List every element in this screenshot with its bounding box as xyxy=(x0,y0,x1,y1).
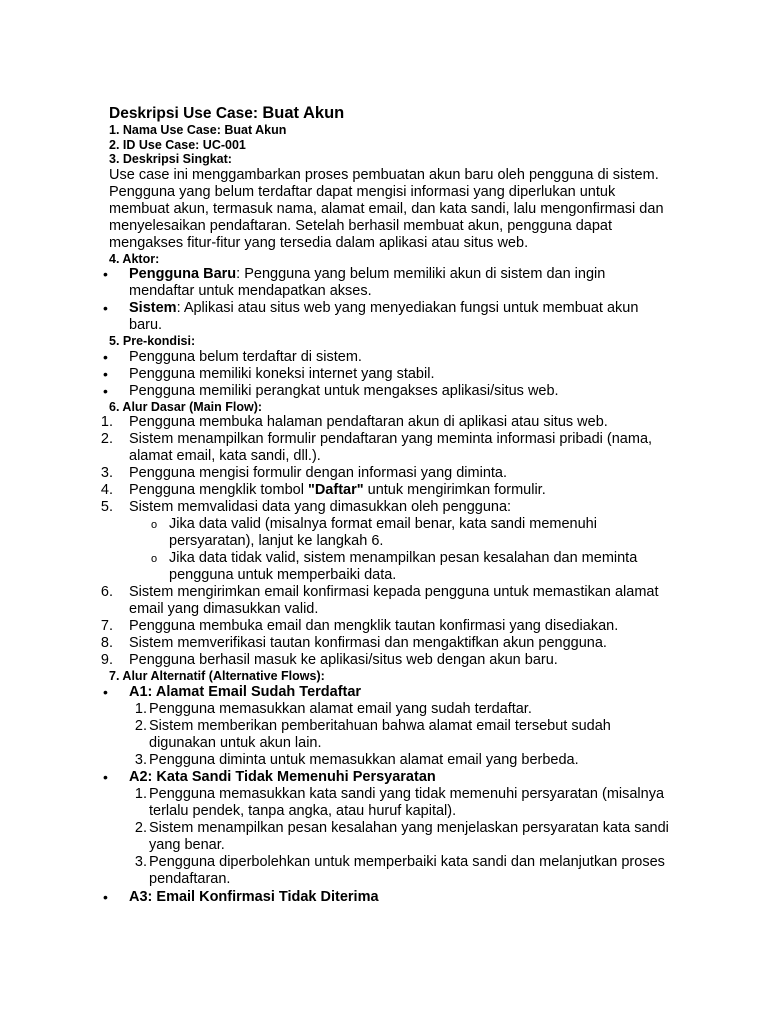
aktor-name: Pengguna Baru xyxy=(129,266,237,282)
list-item xyxy=(129,786,669,820)
circle-marker: o xyxy=(151,519,158,531)
step-text: Sistem memvalidasi data yang dimasukkan oleh pengguna: xyxy=(129,499,512,515)
bullet-marker: • xyxy=(103,365,108,382)
number-marker: 2. xyxy=(100,431,113,447)
list-item xyxy=(101,383,669,400)
step-text: Sistem memberikan pemberitahuan bahwa alamat email tersebut sudah digunakan untuk akun lain. xyxy=(149,717,611,751)
alt-flow-title: A1: Alamat Email Sudah Terdaftar xyxy=(129,683,362,700)
bullet-marker: • xyxy=(103,888,108,905)
alur-dasar-heading: 6. Alur Dasar (Main Flow): xyxy=(109,399,263,414)
step-text: Sistem menampilkan formulir pendaftaran yang meminta informasi pribadi (nama, alamat email, kata sandi, dll.). xyxy=(129,431,653,464)
number-marker: 3. xyxy=(134,853,147,870)
step-text: Pengguna diperbolehkan untuk memperbaiki kata sandi dan melanjutkan proses pendaftaran. xyxy=(149,853,665,887)
step-text: Pengguna membuka halaman pendaftaran akun di aplikasi atau situs web. xyxy=(129,414,608,430)
number-marker: 5. xyxy=(100,499,113,515)
step-text: Pengguna diminta untuk memasukkan alamat email yang berbeda. xyxy=(149,751,579,768)
alur-dasar-list xyxy=(101,414,669,669)
aktor-desc: : Aplikasi atau situs web yang menyediakan fungsi untuk membuat akun baru. xyxy=(129,300,639,333)
step-text: Pengguna mengisi formulir dengan informasi yang diminta. xyxy=(129,465,508,481)
title-name: Buat Akun xyxy=(262,104,345,122)
aktor-name: Sistem xyxy=(129,300,177,316)
bullet-marker: • xyxy=(103,768,108,785)
list-item xyxy=(101,584,669,618)
aktor-list xyxy=(101,266,669,334)
list-item xyxy=(129,820,669,854)
aktor-desc: : Pengguna yang belum memiliki akun di sistem dan ingin mendaftar untuk mendapatkan akses. xyxy=(129,266,606,299)
alur-alternatif-heading: 7. Alur Alternatif (Alternative Flows): xyxy=(109,669,325,683)
step-text: Sistem memverifikasi tautan konfirmasi dan mengaktifkan akun pengguna. xyxy=(129,635,607,651)
list-item xyxy=(101,769,669,888)
number-marker: 2. xyxy=(134,819,147,836)
number-marker: 1. xyxy=(134,700,147,717)
deskripsi-paragraph: Use case ini menggambarkan proses pembuatan akun baru oleh pengguna di sistem. Pengguna yang belum terdaftar dapat mengisi informasi yang diperlukan untuk membuat akun, termasuk nama, alamat email, dan kata sandi, lalu mengonfirmasi dan menyelesaikan pendaftaran. Setelah berhasil membuat akun, pengguna dapat mengakses fitur-fitur yang tersedia dalam aplikasi atau situs web. xyxy=(109,166,664,251)
list-item xyxy=(149,550,669,584)
list-item xyxy=(101,684,669,769)
alt-flow-steps xyxy=(129,786,669,888)
step-text: Pengguna memasukkan alamat email yang sudah terdaftar. xyxy=(149,700,532,717)
list-item xyxy=(101,366,669,383)
step-text: Sistem menampilkan pesan kesalahan yang menjelaskan persyaratan kata sandi yang benar. xyxy=(149,819,669,853)
id-use-case: 2. ID Use Case: UC-001 xyxy=(109,137,246,152)
aktor-heading: 4. Aktor: xyxy=(109,251,160,266)
number-marker: 4. xyxy=(100,482,113,498)
bullet-marker: • xyxy=(103,382,108,399)
alt-flow-title: A2: Kata Sandi Tidak Memenuhi Persyaratan xyxy=(129,768,436,785)
deskripsi-heading: 3. Deskripsi Singkat: xyxy=(109,152,232,166)
prekondisi-list xyxy=(101,349,669,400)
step-text: untuk mengirimkan formulir. xyxy=(363,482,546,498)
validation-sublist xyxy=(149,516,669,584)
list-item xyxy=(101,431,669,465)
number-marker: 3. xyxy=(100,465,113,481)
list-item xyxy=(101,300,669,334)
bullet-marker: • xyxy=(103,348,108,365)
daftar-button-label: "Daftar" xyxy=(307,482,364,498)
number-marker: 3. xyxy=(134,751,147,768)
list-item xyxy=(129,752,669,769)
alur-alternatif-list xyxy=(101,684,669,906)
alt-flow-title: A3: Email Konfirmasi Tidak Diterima xyxy=(129,888,379,905)
list-item xyxy=(101,482,669,499)
list-item xyxy=(101,652,669,669)
bullet-marker: • xyxy=(103,683,108,700)
list-item xyxy=(101,618,669,635)
list-item xyxy=(101,266,669,300)
number-marker: 1. xyxy=(100,414,113,430)
circle-marker: o xyxy=(151,553,158,565)
list-item xyxy=(101,499,669,584)
step-text: Pengguna memasukkan kata sandi yang tidak memenuhi persyaratan (misalnya terlalu pendek, tanpa angka, atau huruf kapital). xyxy=(149,785,665,819)
number-marker: 7. xyxy=(100,618,113,634)
list-item xyxy=(101,349,669,366)
nama-use-case: 1. Nama Use Case: Buat Akun xyxy=(109,123,287,137)
step-text: Pengguna berhasil masuk ke aplikasi/situs web dengan akun baru. xyxy=(129,652,558,668)
list-item xyxy=(101,465,669,482)
list-item xyxy=(149,516,669,550)
step-text: Pengguna membuka email dan mengklik tautan konfirmasi yang disediakan. xyxy=(129,618,619,634)
list-item xyxy=(101,414,669,431)
number-marker: 8. xyxy=(100,635,113,651)
page-title xyxy=(109,104,669,123)
step-text: Jika data tidak valid, sistem menampilkan pesan kesalahan dan meminta pengguna untuk memperbaiki data. xyxy=(169,550,638,583)
list-item xyxy=(129,701,669,718)
prekondisi-heading: 5. Pre-kondisi: xyxy=(109,334,196,348)
number-marker: 2. xyxy=(134,717,147,734)
bullet-marker: • xyxy=(103,300,108,316)
list-item xyxy=(101,889,669,906)
list-item xyxy=(129,718,669,752)
step-text: Sistem mengirimkan email konfirmasi kepada pengguna untuk memastikan alamat email yang dimasukkan valid. xyxy=(129,584,659,617)
list-item-text: Pengguna memiliki perangkat untuk mengakses aplikasi/situs web. xyxy=(129,382,559,399)
list-item xyxy=(129,854,669,888)
list-item-text: Pengguna belum terdaftar di sistem. xyxy=(129,348,362,365)
alt-flow-steps xyxy=(129,701,669,769)
number-marker: 9. xyxy=(100,652,113,668)
number-marker: 6. xyxy=(100,584,113,600)
step-text: Pengguna mengklik tombol xyxy=(129,482,308,498)
list-item xyxy=(101,635,669,652)
number-marker: 1. xyxy=(134,785,147,802)
list-item-text: Pengguna memiliki koneksi internet yang stabil. xyxy=(129,365,435,382)
document-page xyxy=(100,104,669,906)
bullet-marker: • xyxy=(103,266,108,282)
step-text: Jika data valid (misalnya format email benar, kata sandi memenuhi persyaratan), lanjut ke langkah 6. xyxy=(169,516,597,549)
title-prefix: Deskripsi Use Case: xyxy=(109,105,263,122)
